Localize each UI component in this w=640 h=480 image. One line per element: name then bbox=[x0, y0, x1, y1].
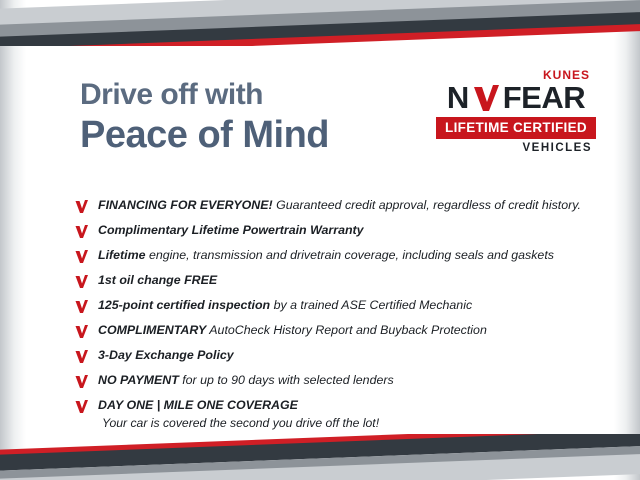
check-mark-icon bbox=[74, 249, 89, 264]
headline-line-2: Peace of Mind bbox=[80, 114, 329, 156]
list-item-bold: 125-point certified inspection bbox=[98, 298, 271, 312]
list-item-text bbox=[98, 248, 554, 263]
list-item bbox=[74, 248, 600, 264]
list-item-bold: DAY ONE | MILE ONE COVERAGE bbox=[98, 398, 298, 412]
list-item bbox=[74, 223, 600, 239]
lifetime-certified-badge: LIFETIME CERTIFIED bbox=[436, 117, 596, 139]
list-item bbox=[74, 273, 600, 289]
list-item-text bbox=[98, 348, 234, 363]
bottom-stripe-band bbox=[0, 434, 640, 480]
no-fear-wordmark bbox=[436, 82, 596, 114]
list-item-bold: NO PAYMENT bbox=[98, 373, 179, 387]
top-stripe-band bbox=[0, 0, 640, 46]
list-item bbox=[74, 348, 600, 364]
benefits-list bbox=[74, 198, 600, 440]
logo-word-fear: FEAR bbox=[502, 80, 586, 115]
headline bbox=[80, 78, 329, 156]
list-item-bold: Complimentary Lifetime Powertrain Warranty bbox=[98, 223, 364, 237]
no-fear-logo bbox=[436, 68, 596, 154]
list-item-bold: COMPLIMENTARY bbox=[98, 323, 207, 337]
vehicles-label: VEHICLES bbox=[522, 142, 592, 154]
list-item bbox=[74, 398, 600, 431]
list-item-rest: by a trained ASE Certified Mechanic bbox=[270, 298, 473, 312]
check-mark-icon bbox=[74, 299, 89, 314]
list-item bbox=[74, 323, 600, 339]
list-item-text bbox=[98, 373, 394, 388]
list-item bbox=[74, 373, 600, 389]
list-item-bold: FINANCING FOR EVERYONE! bbox=[98, 198, 273, 212]
check-mark-icon bbox=[74, 224, 89, 239]
list-item-bold: Lifetime bbox=[98, 248, 146, 262]
list-item-rest: AutoCheck History Report and Buyback Protection bbox=[206, 323, 487, 337]
check-mark-icon bbox=[74, 199, 89, 214]
list-item-bold: 3-Day Exchange Policy bbox=[98, 348, 234, 362]
headline-line-1: Drive off with bbox=[80, 78, 264, 111]
list-item-rest: engine, transmission and drivetrain coverage, including seals and gaskets bbox=[145, 248, 554, 262]
list-item-text bbox=[98, 223, 364, 238]
list-item bbox=[74, 298, 600, 314]
check-mark-icon bbox=[74, 349, 89, 364]
list-item-rest: for up to 90 days with selected lenders bbox=[178, 373, 394, 387]
list-item-bold: 1st oil change FREE bbox=[98, 273, 218, 287]
logo-letter-n: N bbox=[446, 80, 469, 115]
check-mark-icon bbox=[74, 274, 89, 289]
list-item-text bbox=[98, 298, 472, 313]
list-item-text bbox=[98, 273, 217, 288]
list-item-subtext: Your car is covered the second you drive off the lot! bbox=[102, 416, 380, 430]
list-item bbox=[74, 198, 600, 214]
list-item-text bbox=[98, 398, 379, 431]
check-mark-icon bbox=[471, 83, 501, 113]
check-mark-icon bbox=[74, 324, 89, 339]
ad-content bbox=[0, 46, 640, 434]
list-item-text bbox=[98, 198, 581, 213]
brand-name: KUNES bbox=[542, 68, 590, 82]
list-item-text bbox=[98, 323, 487, 338]
list-item-rest: Guaranteed credit approval, regardless of credit history. bbox=[272, 198, 581, 212]
check-mark-icon bbox=[74, 374, 89, 389]
check-mark-icon bbox=[74, 399, 89, 414]
